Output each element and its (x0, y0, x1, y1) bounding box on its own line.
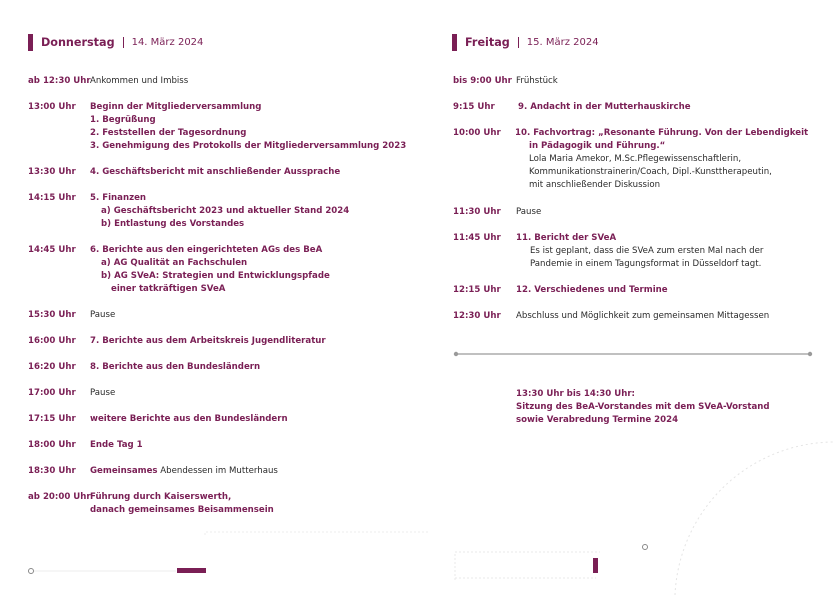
row-item: Lola Maria Amekor, M.Sc.Pflegewissenschaftlerin, (529, 154, 742, 164)
row-time: 11:30 Uhr (453, 207, 501, 217)
row-time: 13:30 Uhr (28, 167, 76, 177)
row-text: Abendessen im Mutterhaus (157, 466, 278, 476)
row-time: 15:30 Uhr (28, 310, 76, 320)
row-text: 8. Berichte aus den Bundesländern (90, 362, 261, 372)
row-content (90, 101, 406, 153)
row-text: Pause (516, 207, 542, 217)
row-item: Pandemie in einem Tagungsformat in Düsseldorf tagt. (530, 259, 762, 269)
row-text: Ende Tag 1 (90, 440, 143, 450)
note-line: sowie Verabredung Termine 2024 (516, 415, 679, 425)
row-time: 12:30 Uhr (453, 311, 501, 321)
thursday-date: 14. März 2024 (131, 36, 204, 48)
row-time: bis 9:00 Uhr (453, 76, 512, 86)
board-meeting-note (516, 388, 770, 427)
row-title: 5. Finanzen (90, 193, 147, 203)
row-time: ab 12:30 Uhr (28, 76, 91, 86)
section-divider (450, 348, 816, 360)
accent-bar-horizontal (177, 568, 206, 573)
friday-header (452, 33, 599, 51)
note-line: Sitzung des BeA-Vorstandes mit dem SVeA-Vorstand (516, 402, 770, 412)
row-text: 4. Geschäftsbericht mit anschließender Aussprache (90, 167, 341, 177)
row-time: 17:00 Uhr (28, 388, 76, 398)
row-text: Pause (90, 310, 116, 320)
friday-date: 15. März 2024 (526, 36, 599, 48)
row-time: 10:00 Uhr (453, 128, 501, 138)
row-item: b) AG SVeA: Strategien und Entwicklungspfade (101, 271, 330, 281)
row-text: Pause (90, 388, 116, 398)
header-divider (518, 37, 519, 48)
row-item: Es ist geplant, dass die SVeA zum ersten Mal nach der (530, 246, 764, 256)
row-title: 11. Bericht der SVeA (516, 233, 617, 243)
row-time: 14:45 Uhr (28, 245, 76, 255)
header-divider (123, 37, 124, 48)
row-item: Kommunikationstrainerin/Coach, Dipl.-Kunsttherapeutin, (529, 167, 772, 177)
row-text: Ankommen und Imbiss (90, 76, 189, 86)
row-time: 18:00 Uhr (28, 440, 76, 450)
thursday-header (28, 33, 203, 51)
header-accent-bar (452, 34, 457, 51)
row-item: mit anschließender Diskussion (529, 180, 661, 190)
row-time: 17:15 Uhr (28, 414, 76, 424)
row-title: Beginn der Mitgliederversammlung (90, 102, 262, 112)
row-item: 1. Begrüßung (90, 115, 156, 125)
row-time: 14:15 Uhr (28, 193, 76, 203)
thursday-day: Donnerstag (41, 35, 115, 49)
note-line: 13:30 Uhr bis 14:30 Uhr: (516, 389, 635, 399)
row-line: Führung durch Kaiserswerth, (90, 492, 232, 502)
row-text: 7. Berichte aus dem Arbeitskreis Jugendliteratur (90, 336, 326, 346)
ring-marker-icon (640, 542, 650, 552)
row-time: ab 20:00 Uhr (28, 492, 91, 502)
row-text: Abschluss und Möglichkeit zum gemeinsamen Mittagessen (516, 311, 770, 321)
row-content (90, 244, 330, 296)
row-time: 9:15 Uhr (453, 102, 495, 112)
row-bold: Gemeinsames (90, 466, 158, 476)
row-item: a) Geschäftsbericht 2023 und aktueller Stand 2024 (101, 206, 350, 216)
row-time: 13:00 Uhr (28, 102, 76, 112)
row-time: 16:00 Uhr (28, 336, 76, 346)
row-title: 6. Berichte aus den eingerichteten AGs des BeA (90, 245, 323, 255)
accent-bar-vertical (593, 558, 598, 573)
row-item: 2. Feststellen der Tagesordnung (90, 128, 247, 138)
friday-day: Freitag (465, 35, 510, 49)
row-content (516, 232, 763, 271)
row-line: danach gemeinsames Beisammensein (90, 505, 274, 515)
row-item: a) AG Qualität an Fachschulen (101, 258, 248, 268)
header-accent-bar (28, 34, 33, 51)
row-item: 3. Genehmigung des Protokolls der Mitgliederversammlung 2023 (90, 141, 407, 151)
row-time: 18:30 Uhr (28, 466, 76, 476)
row-title-continued: in Pädagogik und Führung.“ (529, 141, 666, 151)
row-title: 10. Fachvortrag: „Resonante Führung. Von der Lebendigkeit (515, 128, 809, 138)
row-text: 9. Andacht in der Mutterhauskirche (518, 102, 691, 112)
row-time: 11:45 Uhr (453, 233, 501, 243)
row-text: weitere Berichte aus den Bundesländern (90, 414, 288, 424)
row-time: 12:15 Uhr (453, 285, 501, 295)
decorative-background-lines (0, 430, 839, 595)
row-content (90, 192, 349, 231)
row-item: einer tatkräftigen SVeA (111, 284, 226, 294)
row-text: Frühstück (516, 76, 558, 86)
row-item: b) Entlastung des Vorstandes (101, 219, 245, 229)
row-content (515, 127, 808, 192)
ring-marker-icon (26, 566, 36, 576)
row-text: 12. Verschiedenes und Termine (516, 285, 668, 295)
row-time: 16:20 Uhr (28, 362, 76, 372)
